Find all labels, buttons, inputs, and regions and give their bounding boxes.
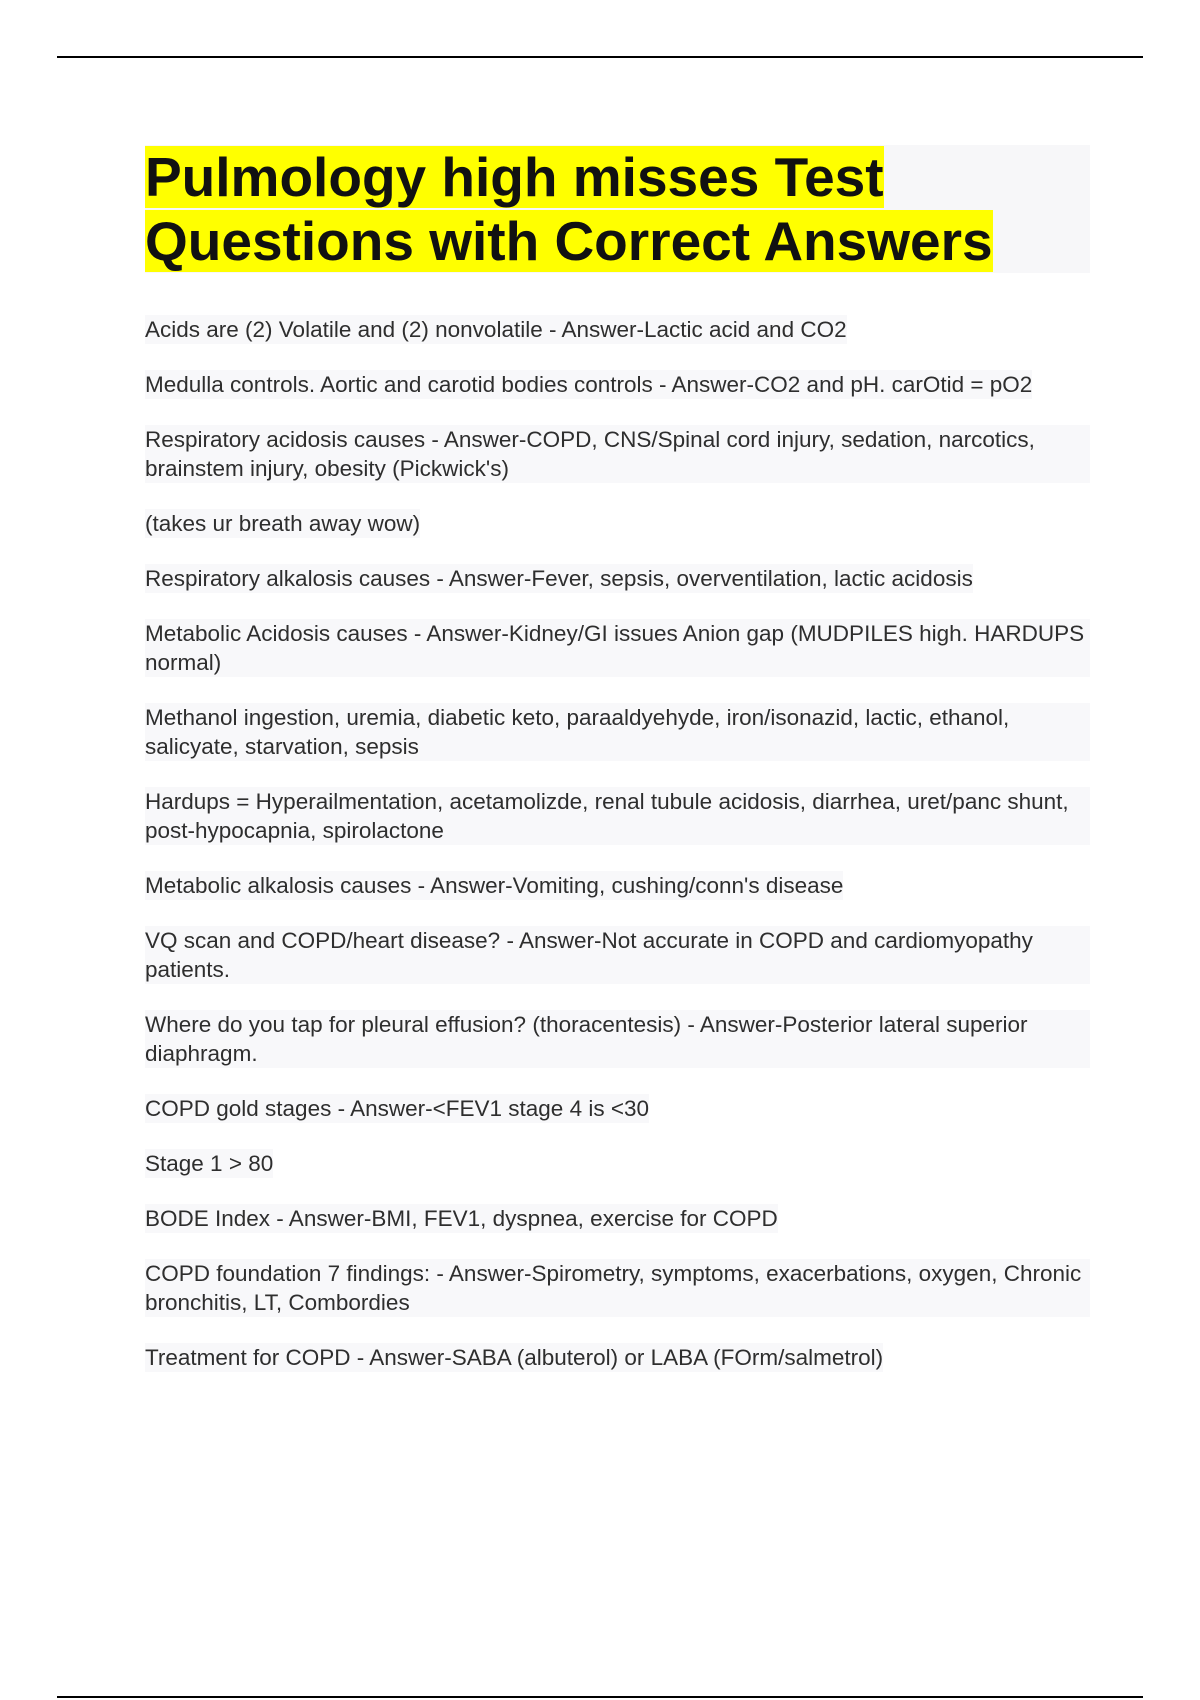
title-line-2: Questions with Correct Answers [145,210,993,272]
qa-item: Metabolic alkalosis causes - Answer-Vomiting, cushing/conn's disease [145,873,844,898]
title-block [145,145,1090,273]
qa-item: Methanol ingestion, uremia, diabetic keto, paraaldyehyde, iron/isonazid, lactic, ethanol, salicyate, starvation, sepsis [145,703,1090,761]
document-body [145,145,1090,1398]
qa-item: Stage 1 > 80 [145,1151,274,1176]
qa-item: Treatment for COPD - Answer-SABA (albuterol) or LABA (FOrm/salmetrol) [145,1345,884,1370]
qa-item: COPD gold stages - Answer-<FEV1 stage 4 is <30 [145,1096,649,1121]
qa-item: COPD foundation 7 findings: - Answer-Spirometry, symptoms, exacerbations, oxygen, Chronic bronchitis, LT, Combordies [145,1259,1090,1317]
qa-item: Where do you tap for pleural effusion? (thoracentesis) - Answer-Posterior lateral superior diaphragm. [145,1010,1090,1068]
qa-item: Acids are (2) Volatile and (2) nonvolatile - Answer-Lactic acid and CO2 [145,317,847,342]
qa-item: VQ scan and COPD/heart disease? - Answer-Not accurate in COPD and cardiomyopathy patients. [145,926,1090,984]
document-title [145,145,1090,273]
bottom-divider [57,1696,1143,1698]
title-line-1: Pulmology high misses Test [145,146,884,208]
qa-item: Hardups = Hyperailmentation, acetamolizde, renal tubule acidosis, diarrhea, uret/panc shunt, post-hypocapnia, spirolactone [145,787,1090,845]
top-divider [57,56,1143,58]
qa-item: Respiratory acidosis causes - Answer-COPD, CNS/Spinal cord injury, sedation, narcotics, brainstem injury, obesity (Pickwick's) [145,425,1090,483]
qa-item: Medulla controls. Aortic and carotid bodies controls - Answer-CO2 and pH. carOtid = pO2 [145,372,1033,397]
qa-item: (takes ur breath away wow) [145,511,421,536]
qa-item: BODE Index - Answer-BMI, FEV1, dyspnea, exercise for COPD [145,1206,778,1231]
qa-item: Metabolic Acidosis causes - Answer-Kidney/GI issues Anion gap (MUDPILES high. HARDUPS normal) [145,619,1090,677]
qa-item: Respiratory alkalosis causes - Answer-Fever, sepsis, overventilation, lactic acidosis [145,566,973,591]
